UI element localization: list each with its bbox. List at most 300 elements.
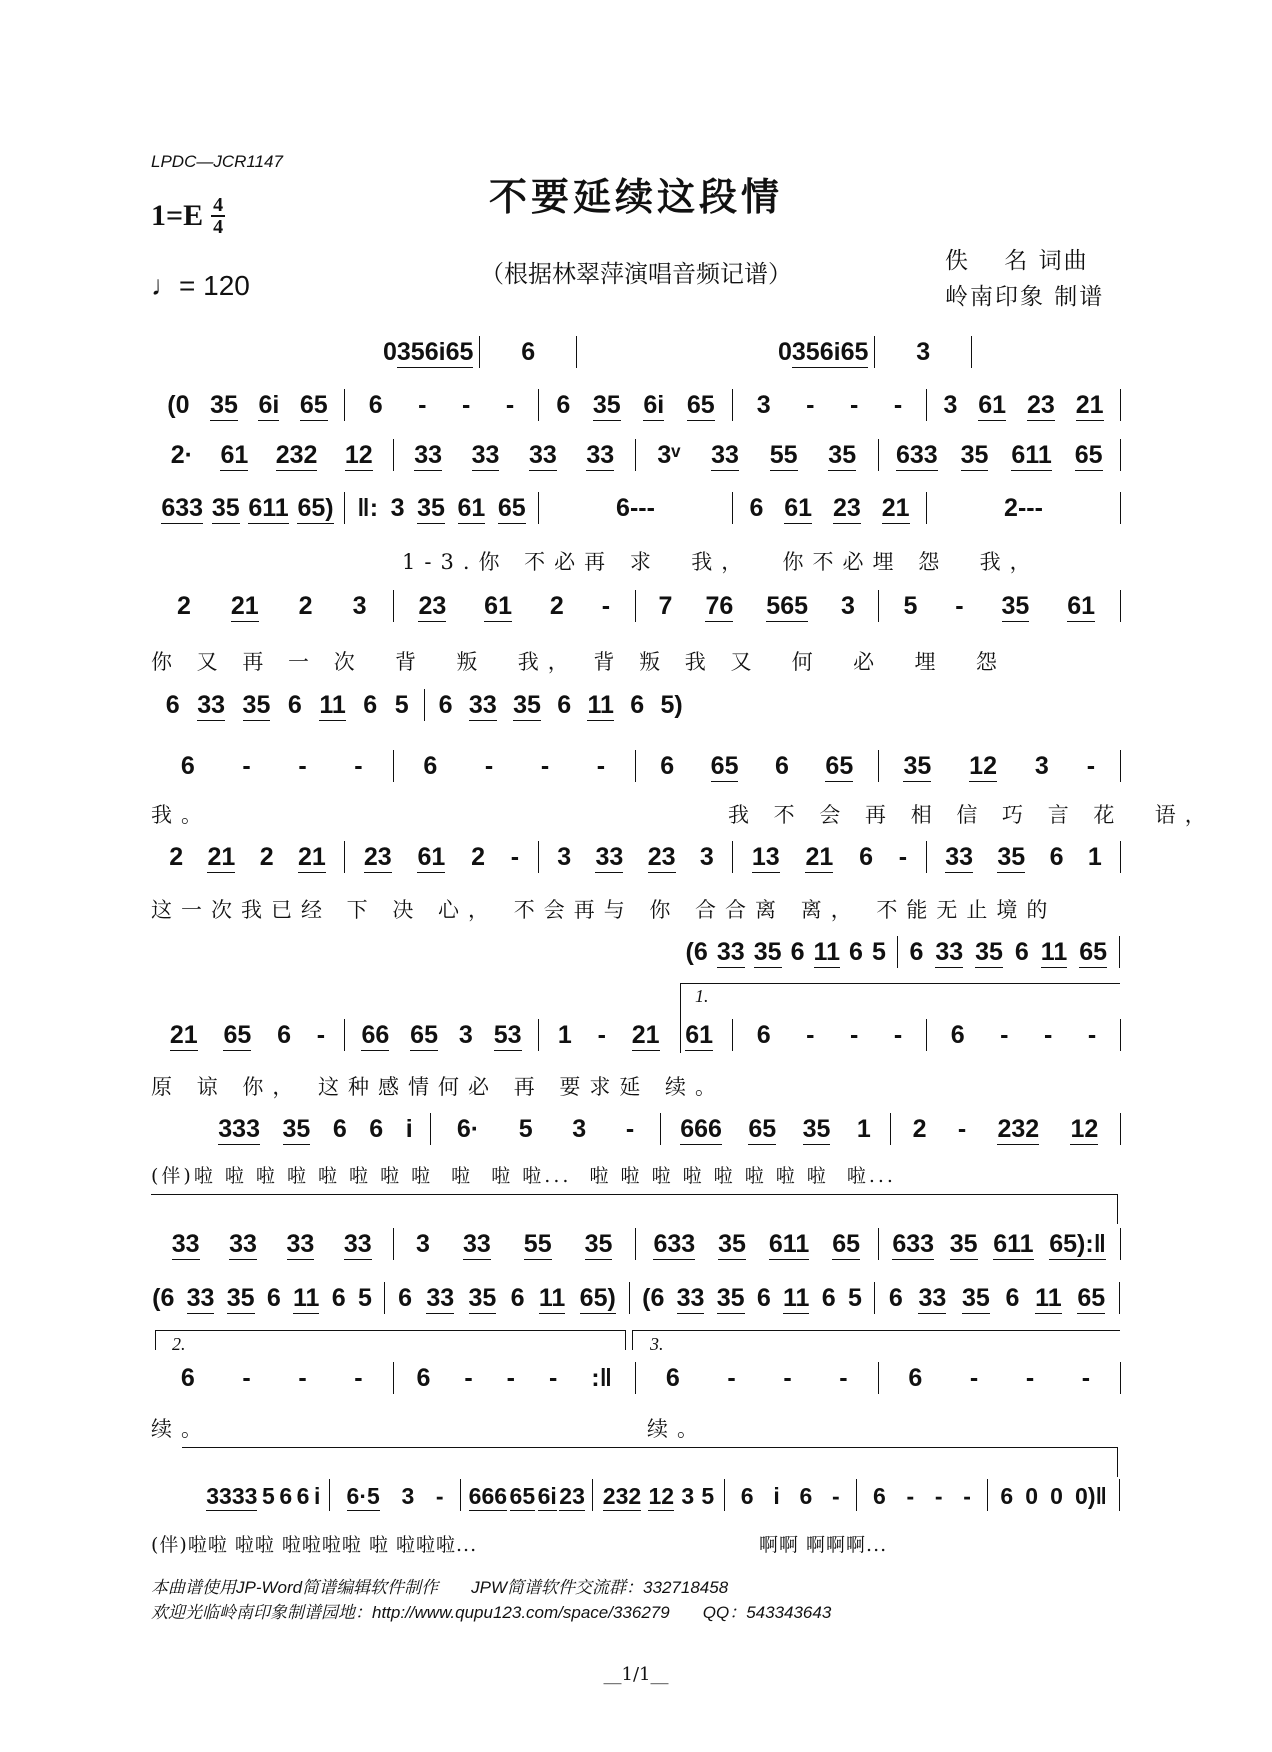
note-group: 0 <box>1050 1483 1063 1509</box>
measure <box>898 936 1121 968</box>
notation-row <box>151 1362 1121 1394</box>
note-group: - <box>898 843 908 871</box>
note-group: 5 <box>847 1284 862 1312</box>
note-group: - <box>955 592 964 620</box>
note-group: 33 <box>171 1230 200 1258</box>
note-group: 6·5 <box>346 1483 380 1509</box>
note-group: 35 <box>802 1115 831 1143</box>
note-group: 5 <box>261 1483 275 1509</box>
measure <box>151 689 425 721</box>
note-group: 33 <box>716 938 745 966</box>
lyrics-line: 续。 <box>647 1417 707 1441</box>
note-group: 21 <box>297 843 326 871</box>
note-group: 6 <box>1005 1284 1020 1312</box>
note-group: 6 <box>821 1284 836 1312</box>
note-group: - <box>298 1364 307 1392</box>
note-group: - <box>850 1021 859 1049</box>
note-group: 61 <box>457 494 486 522</box>
lyrics-line: 我 不 会 再 相 信 巧 言 花 语， <box>728 803 1215 827</box>
note-group: 611 <box>993 1230 1034 1258</box>
measure <box>151 1019 345 1051</box>
note-group: 61 <box>484 592 512 620</box>
note-group: 35 <box>211 494 240 522</box>
note-group: 2 <box>298 592 313 620</box>
note-group: 6 <box>266 1284 281 1312</box>
note-group: - <box>727 1364 736 1392</box>
note-group: - <box>435 1483 444 1509</box>
note-group: 232 <box>997 1115 1040 1143</box>
note-group: 2 <box>169 843 184 871</box>
note-group: - <box>1000 1021 1009 1049</box>
note-group: 3 <box>572 1115 587 1143</box>
note-group: - <box>625 1115 635 1143</box>
measure <box>927 389 1121 421</box>
note-group: 3 <box>841 592 855 620</box>
note-group: - <box>316 1021 326 1049</box>
measure <box>394 1362 637 1394</box>
note-group: 11 <box>293 1284 320 1312</box>
note-group: 6--- <box>616 494 655 522</box>
note-group: 61 <box>220 441 249 469</box>
notation-row <box>201 1113 1121 1145</box>
note-group: - <box>1086 752 1096 780</box>
note-group: 6i <box>643 391 665 419</box>
note-group: - <box>1081 1364 1091 1392</box>
note-group: 35 <box>791 338 820 366</box>
note-group: 12 <box>969 752 997 780</box>
note-group: - <box>548 1364 558 1392</box>
note-group: 6 <box>775 752 789 780</box>
measure <box>879 439 1122 471</box>
note-group: 633 <box>895 441 938 469</box>
note-group: 12 <box>344 441 373 469</box>
measure <box>636 590 879 622</box>
note-group: - <box>806 391 815 419</box>
note-group: 35 <box>282 1115 311 1143</box>
measure <box>151 841 345 873</box>
measure <box>630 1282 875 1314</box>
note-group: (0 <box>167 391 190 419</box>
note-group: 33 <box>935 938 964 966</box>
key-label: 1=E <box>151 199 204 232</box>
measure <box>675 936 898 968</box>
notation-row <box>151 689 697 721</box>
measure <box>988 1479 1120 1511</box>
note-group: 35 <box>960 441 989 469</box>
note-group: 6 <box>331 1284 346 1312</box>
note-group: 6 <box>908 1364 923 1392</box>
accompaniment-lyrics: (伴)啦 啦 啦 啦 啦 啦 啦 啦 啦 啦 啦... 啦 啦 啦 啦 啦 啦 啦 啦 啦... <box>151 1165 896 1187</box>
note-group: ‖: <box>357 494 379 522</box>
note-group: - <box>540 752 550 780</box>
page-number: __1/1__ <box>603 1664 669 1685</box>
note-group: 35 <box>468 1284 497 1312</box>
measure <box>140 1282 385 1314</box>
note-group: 565 <box>766 592 809 620</box>
note-group: 7 <box>658 592 673 620</box>
note-group: 33 <box>945 843 973 871</box>
note-group: 5 <box>518 1115 533 1143</box>
note-group: 3 <box>390 494 405 522</box>
note-group: 611 <box>768 1230 810 1258</box>
note-group: 33 <box>676 1284 705 1312</box>
note-group: - <box>597 1021 606 1049</box>
note-group: 3 <box>557 843 572 871</box>
note-group: 35 <box>949 1230 978 1258</box>
note-group: 6 <box>1049 843 1064 871</box>
note-group: 21 <box>169 1021 198 1049</box>
note-group: 23 <box>647 843 676 871</box>
time-top: 4 <box>213 194 224 216</box>
note-group: 6 <box>332 1115 347 1143</box>
note-group: 6 <box>756 1284 771 1312</box>
note-group: 35 <box>513 691 541 719</box>
measure <box>636 1362 879 1394</box>
note-group: - <box>1025 1364 1035 1392</box>
note-group: 61 <box>417 843 446 871</box>
measure <box>539 1019 733 1051</box>
measure <box>330 1479 462 1511</box>
note-group: - <box>906 1483 915 1509</box>
lyrics-line: 这一次我已经 下 决 心， 不会再与 你 合合离 离， 不能无止境的 <box>151 898 1057 922</box>
note-group: 5 <box>357 1284 372 1312</box>
note-group: 5 <box>903 592 918 620</box>
note-group: 6 <box>398 1284 413 1312</box>
measure <box>431 1113 661 1145</box>
note-group: (6 <box>685 938 708 966</box>
note-group: 65 <box>410 1021 438 1049</box>
note-group: 23 <box>1026 391 1055 419</box>
credit-lyrics: 佚 名 词曲 <box>945 248 1089 274</box>
note-group: 33 <box>529 441 557 469</box>
volta-bracket <box>632 1330 633 1350</box>
note-group: - <box>462 391 471 419</box>
measure <box>891 1113 1121 1145</box>
note-group: 5 <box>872 938 886 966</box>
note-group: 21 <box>207 843 236 871</box>
measure <box>875 336 972 368</box>
note-group: 2 <box>259 843 274 871</box>
note-group: 33 <box>462 1230 491 1258</box>
note-group: 6i <box>819 338 841 366</box>
measure <box>636 750 879 782</box>
measure <box>201 1113 431 1145</box>
note-group: 1 <box>1087 843 1102 871</box>
measure <box>480 336 577 368</box>
note-group: 6 <box>790 938 805 966</box>
note-group: 3 <box>756 391 771 419</box>
note-group: - <box>242 752 251 780</box>
note-group: 6 <box>849 938 863 966</box>
measure <box>875 1282 1120 1314</box>
note-group: - <box>484 752 494 780</box>
note-group: 11 <box>587 691 614 719</box>
note-group: 6 <box>660 752 675 780</box>
note-group: 33 <box>918 1284 947 1312</box>
measure <box>879 1228 1122 1260</box>
note-group: 33 <box>426 1284 455 1312</box>
note-group: 611 <box>1011 441 1052 469</box>
measure <box>151 492 345 524</box>
notation-row <box>772 336 972 368</box>
note-group: 6 <box>740 1483 754 1509</box>
note-group: 65 <box>445 338 474 366</box>
note-group: - <box>242 1364 251 1392</box>
note-group: 55 <box>523 1230 552 1258</box>
note-group: 3ᵛ <box>657 441 681 469</box>
note-group: 0 <box>778 338 792 366</box>
note-group: 33 <box>468 691 497 719</box>
note-group: 35 <box>975 938 1003 966</box>
volta-bracket <box>632 1330 1120 1331</box>
note-group: 35 <box>718 1230 746 1258</box>
note-group: 5 <box>394 691 409 719</box>
note-group: 33 <box>286 1230 315 1258</box>
tempo-marking: ♩= 120 <box>151 270 250 301</box>
measure <box>394 750 637 782</box>
measure <box>345 841 539 873</box>
measure <box>733 1019 927 1051</box>
note-group: 6 <box>287 691 302 719</box>
note-group: 23 <box>832 494 861 522</box>
note-group: (6 <box>642 1284 665 1312</box>
note-group: 33 <box>414 441 443 469</box>
score-code: LPDC—JCR1147 <box>151 152 283 171</box>
note-group: 33 <box>229 1230 257 1258</box>
lyrics-line: 我。 <box>151 803 211 827</box>
note-group: 6 <box>1014 938 1029 966</box>
measure <box>394 439 637 471</box>
measure <box>725 1479 857 1511</box>
note-group: 3 <box>352 592 367 620</box>
note-group: 65 <box>1077 1284 1106 1312</box>
measure <box>198 1479 330 1511</box>
note-group: (6 <box>152 1284 175 1312</box>
measure <box>772 336 875 368</box>
note-group: 6 <box>756 1021 771 1049</box>
note-group: 35 <box>226 1284 255 1312</box>
note-group: 35 <box>1001 592 1030 620</box>
measure <box>733 389 927 421</box>
measure <box>345 492 539 524</box>
time-signature <box>211 195 225 237</box>
note-group: 2--- <box>1004 494 1043 522</box>
note-group: 3333 <box>206 1483 258 1509</box>
note-group: 11 <box>813 938 840 966</box>
note-group: 6 <box>1000 1483 1014 1509</box>
note-group: 6 <box>630 691 645 719</box>
note-group: 65 <box>509 1483 536 1509</box>
measure <box>879 750 1122 782</box>
note-group: 6 <box>872 1483 886 1509</box>
note-group: 35 <box>584 1230 613 1258</box>
note-group: - <box>1087 1021 1097 1049</box>
note-group: 21 <box>230 592 259 620</box>
note-group: 6 <box>369 1115 384 1143</box>
note-group: 35 <box>242 691 271 719</box>
note-group: 6· <box>456 1115 480 1143</box>
note-group: 6 <box>749 494 764 522</box>
note-group: i <box>773 1483 780 1509</box>
measure <box>661 1113 891 1145</box>
note-group: - <box>969 1364 979 1392</box>
note-group: 12 <box>1070 1115 1099 1143</box>
note-group: 6 <box>180 752 195 780</box>
note-group: - <box>510 843 520 871</box>
note-group: 33 <box>595 843 624 871</box>
note-group: - <box>893 1021 903 1049</box>
song-title: 不要延续这段情 <box>488 174 783 219</box>
note-group: - <box>298 752 307 780</box>
note-group: 61 <box>1067 592 1096 620</box>
note-group: 11 <box>1040 938 1068 966</box>
note-group: 6 <box>368 391 383 419</box>
note-group: 33 <box>471 441 500 469</box>
note-group: 33 <box>711 441 739 469</box>
note-group: 611 <box>248 494 289 522</box>
note-group: - <box>832 1483 840 1509</box>
notation-row <box>151 841 1121 873</box>
notation-row <box>151 590 1121 622</box>
note-group: 65 <box>840 338 869 366</box>
note-group: 0 <box>1025 1483 1039 1509</box>
note-group: 6 <box>296 1483 310 1509</box>
note-group: 3 <box>916 338 931 366</box>
section-line <box>182 1447 1117 1448</box>
note-group: 6 <box>556 391 571 419</box>
note-group: 6 <box>799 1483 813 1509</box>
note-group: 232 <box>602 1483 642 1509</box>
note-group: 35 <box>753 938 782 966</box>
note-group: 11 <box>783 1284 810 1312</box>
note-group: - <box>596 752 606 780</box>
note-group: 6i <box>537 1483 557 1509</box>
note-group: 23 <box>363 843 392 871</box>
note-group: 633 <box>161 494 204 522</box>
measure <box>377 336 480 368</box>
note-group: - <box>893 391 903 419</box>
note-group: 76 <box>705 592 734 620</box>
note-group: 21 <box>1075 391 1104 419</box>
measure <box>539 841 733 873</box>
measure <box>394 1228 637 1260</box>
note-group: 61 <box>784 494 813 522</box>
note-group: 3 <box>699 843 714 871</box>
notation-row <box>151 492 1121 524</box>
note-group: 21 <box>631 1021 660 1049</box>
footer-software-note: 本曲谱使用JP-Word简谱编辑软件制作 JPW简谱软件交流群：332718458 <box>151 1578 729 1597</box>
notation-row <box>140 1282 1120 1314</box>
note-group: 65) <box>579 1284 616 1312</box>
note-group: - <box>957 1115 967 1143</box>
accompaniment-lyrics: 啊啊 啊啊啊... <box>759 1534 888 1556</box>
note-group: 35 <box>592 391 621 419</box>
note-group: 35 <box>962 1284 990 1312</box>
notation-row <box>151 750 1121 782</box>
note-group: - <box>850 391 859 419</box>
notation-row <box>675 936 1120 968</box>
note-group: 6 <box>165 691 180 719</box>
note-group: - <box>783 1364 792 1392</box>
measure <box>151 590 394 622</box>
measure <box>385 1282 630 1314</box>
notation-row <box>377 336 577 368</box>
note-group: 2 <box>549 592 564 620</box>
measure <box>733 492 927 524</box>
note-group: 65 <box>299 391 328 419</box>
note-group: 65 <box>1079 938 1108 966</box>
accompaniment-lyrics: (伴)啦啦 啦啦 啦啦啦啦 啦 啦啦啦... <box>151 1534 478 1556</box>
note-group: 53 <box>493 1021 522 1049</box>
credit-score: 岭南印象 制谱 <box>945 284 1105 310</box>
note-group: - <box>418 391 427 419</box>
volta-bracket <box>680 983 1120 984</box>
volta-2: 2. <box>172 1334 186 1354</box>
note-group: - <box>934 1483 943 1509</box>
note-group: 0)‖ <box>1075 1483 1107 1509</box>
note-group: 11 <box>319 691 346 719</box>
note-group: 633 <box>653 1230 696 1258</box>
notation-row <box>151 1019 1121 1051</box>
note-group: 65 <box>223 1021 252 1049</box>
measure <box>151 1228 394 1260</box>
measure <box>636 439 879 471</box>
measure <box>539 389 733 421</box>
note-group: 33 <box>197 691 226 719</box>
note-group: 6 <box>416 1364 431 1392</box>
note-group: 61 <box>978 391 1007 419</box>
note-group: 6 <box>180 1364 195 1392</box>
note-group: - <box>354 752 363 780</box>
note-group: 65):‖ <box>1049 1230 1107 1258</box>
measure <box>733 841 927 873</box>
measure <box>927 1019 1121 1051</box>
note-group: 6 <box>277 1021 291 1049</box>
section-line <box>1117 1447 1118 1477</box>
note-group: 35 <box>417 494 445 522</box>
note-group: 11 <box>1035 1284 1062 1312</box>
subtitle: （根据林翠萍演唱音频记谱） <box>480 260 792 288</box>
note-group: 5 <box>701 1483 715 1509</box>
note-group: - <box>1044 1021 1053 1049</box>
volta-bracket <box>155 1330 625 1331</box>
note-group: 33 <box>343 1230 372 1258</box>
measure <box>879 1362 1122 1394</box>
note-group: 2 <box>471 843 485 871</box>
note-group: 35 <box>716 1284 745 1312</box>
note-group: 6 <box>859 843 873 871</box>
lyrics-line: 续。 <box>151 1417 211 1441</box>
note-group: 65 <box>686 391 715 419</box>
note-group: 65 <box>497 494 526 522</box>
note-group: 3 <box>943 391 958 419</box>
note-group: 0 <box>383 338 397 366</box>
volta-bracket <box>625 1330 626 1350</box>
measure <box>394 590 637 622</box>
note-group: 2· <box>170 441 193 469</box>
measure <box>151 1362 394 1394</box>
note-group: 65 <box>1074 441 1103 469</box>
note-group: 6 <box>423 752 438 780</box>
note-group: 6i <box>258 391 280 419</box>
note-group: 3 <box>681 1483 695 1509</box>
note-group: i <box>314 1483 321 1509</box>
note-group: 35 <box>903 752 932 780</box>
note-group: 3 <box>458 1021 473 1049</box>
measure <box>151 389 345 421</box>
note-group: 6 <box>888 1284 903 1312</box>
measure <box>879 590 1122 622</box>
